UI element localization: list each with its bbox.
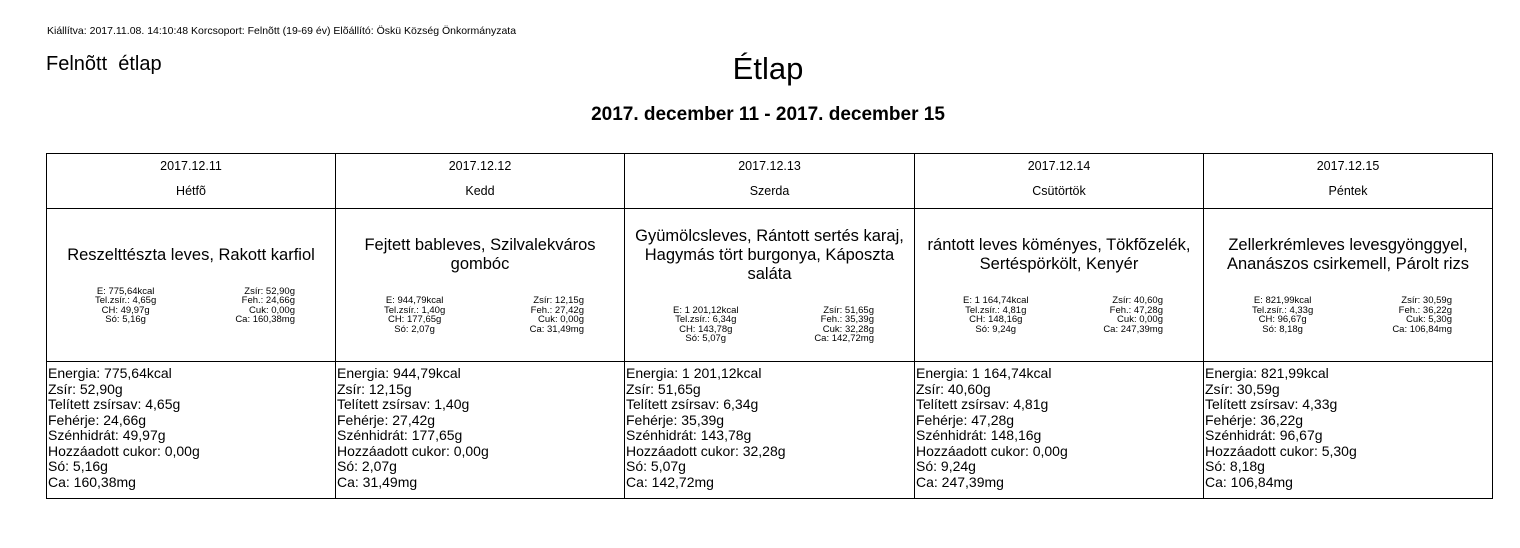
calcium-detail: Ca: 160,38mg bbox=[48, 473, 136, 490]
day-header-row bbox=[47, 154, 1493, 209]
day-name: Kedd bbox=[465, 184, 495, 198]
day-header-thursday bbox=[915, 154, 1204, 209]
meal-name: rántott leves köményes, Tökfõzelék, Sertéspörkölt, Kenyér bbox=[927, 236, 1191, 273]
salt-short: Só: 2,07g bbox=[394, 323, 435, 335]
weekly-menu-table bbox=[46, 153, 1493, 499]
day-header-wednesday bbox=[625, 154, 915, 209]
fat-short: Zsír: 12,15g bbox=[533, 295, 584, 306]
protein-detail: Fehérje: 27,42g bbox=[337, 411, 436, 428]
nutrition-summary bbox=[342, 296, 618, 334]
fat-short: Zsír: 52,90g bbox=[244, 285, 295, 297]
issue-info-line: Kiállítva: 2017.11.08. 14:10:48 Korcsoport: Felnõtt (19-69 év) Elõállító: Öskü Község Önkormányzata bbox=[47, 25, 517, 37]
nutrition-detail-tuesday bbox=[336, 362, 625, 499]
protein-detail: Fehérje: 35,39g bbox=[626, 411, 725, 428]
nutrition-detail-wednesday bbox=[625, 362, 915, 499]
protein-detail: Fehérje: 47,28g bbox=[916, 411, 1015, 428]
energy-detail: Energia: 821,99kcal bbox=[1205, 365, 1329, 381]
sat-fat-short: Tel.zsír.: 4,65g bbox=[95, 295, 157, 306]
fat-detail: Zsír: 52,90g bbox=[48, 380, 123, 397]
meal-cell-tuesday bbox=[336, 209, 625, 362]
energy-detail: Energia: 1 164,74kcal bbox=[916, 365, 1052, 381]
sat-fat-short: Tel.zsír.: 4,81g bbox=[965, 304, 1027, 316]
sat-fat-short: Tel.zsír.: 4,33g bbox=[1252, 304, 1314, 316]
fat-short: Zsír: 51,65g bbox=[823, 304, 874, 316]
sugar-short: Cuk: 0,00g bbox=[538, 314, 584, 325]
menu-type-title: Felnõtt étlap bbox=[46, 53, 162, 75]
salt-detail: Só: 9,24g bbox=[916, 458, 976, 474]
fat-detail: Zsír: 12,15g bbox=[337, 380, 412, 397]
day-date: 2017.12.11 bbox=[160, 159, 222, 173]
day-name: Péntek bbox=[1328, 184, 1368, 198]
meal-name: Zellerkrémleves levesgyönggyel, Ananászos csirkemell, Párolt rizs bbox=[1226, 236, 1470, 273]
salt-short: Só: 8,18g bbox=[1262, 323, 1303, 335]
day-header-monday bbox=[47, 154, 336, 209]
salt-detail: Só: 5,07g bbox=[626, 458, 686, 474]
protein-short: Feh.: 36,22g bbox=[1398, 304, 1452, 316]
day-date: 2017.12.14 bbox=[1027, 159, 1091, 173]
protein-short: Feh.: 47,28g bbox=[1109, 304, 1163, 316]
salt-detail: Só: 2,07g bbox=[337, 458, 397, 474]
sat-fat-short: Tel.zsír.: 6,34g bbox=[675, 314, 737, 325]
date-range-subtitle: 2017. december 11 - 2017. december 15 bbox=[591, 104, 945, 125]
protein-detail: Fehérje: 24,66g bbox=[48, 411, 147, 428]
sat-fat-detail: Telített zsírsav: 6,34g bbox=[626, 396, 759, 412]
meal-name: Fejtett bableves, Szilvalekváros gombóc bbox=[364, 236, 596, 273]
carb-detail: Szénhidrát: 177,65g bbox=[337, 427, 463, 443]
day-name: Csütörtök bbox=[1032, 184, 1086, 198]
day-header-tuesday bbox=[336, 154, 625, 209]
calcium-short: Ca: 247,39mg bbox=[1103, 323, 1163, 335]
carb-detail: Szénhidrát: 49,97g bbox=[48, 427, 166, 443]
meal-cell-friday bbox=[1204, 209, 1493, 362]
salt-detail: Só: 8,18g bbox=[1205, 458, 1265, 474]
sugar-short: Cuk: 32,28g bbox=[822, 323, 874, 335]
day-date: 2017.12.12 bbox=[448, 159, 512, 173]
carb-short: CH: 49,97g bbox=[101, 304, 150, 316]
energy-short: E: 1 201,12kcal bbox=[673, 304, 739, 316]
nutrition-detail-monday bbox=[47, 362, 336, 499]
meal-cell-wednesday bbox=[625, 209, 915, 362]
meal-row bbox=[47, 209, 1493, 362]
energy-short: E: 821,99kcal bbox=[1253, 295, 1312, 306]
sat-fat-detail: Telített zsírsav: 4,65g bbox=[48, 396, 181, 412]
sat-fat-detail: Telített zsírsav: 4,33g bbox=[1205, 396, 1338, 412]
energy-short: E: 775,64kcal bbox=[96, 285, 155, 297]
calcium-short: Ca: 31,49mg bbox=[529, 323, 584, 335]
salt-short: Só: 9,24g bbox=[975, 323, 1017, 335]
nutrition-summary bbox=[1210, 296, 1486, 334]
carb-short: CH: 177,65g bbox=[387, 314, 442, 325]
carb-detail: Szénhidrát: 148,16g bbox=[916, 427, 1042, 443]
fat-detail: Zsír: 30,59g bbox=[1205, 380, 1280, 397]
calcium-short: Ca: 106,84mg bbox=[1392, 323, 1452, 335]
salt-short: Só: 5,07g bbox=[685, 333, 727, 344]
protein-short: Feh.: 35,39g bbox=[820, 314, 874, 325]
sugar-detail: Hozzáadott cukor: 0,00g bbox=[48, 442, 200, 459]
carb-short: CH: 96,67g bbox=[1258, 314, 1307, 325]
calcium-short: Ca: 160,38mg bbox=[235, 314, 295, 325]
sugar-detail: Hozzáadott cukor: 5,30g bbox=[1205, 442, 1357, 459]
calcium-short: Ca: 142,72mg bbox=[814, 333, 874, 344]
salt-short: Só: 5,16g bbox=[105, 314, 146, 325]
carb-short: CH: 143,78g bbox=[679, 323, 733, 335]
energy-detail: Energia: 775,64kcal bbox=[48, 365, 172, 381]
sugar-short: Cuk: 0,00g bbox=[1117, 314, 1163, 325]
sugar-short: Cuk: 0,00g bbox=[249, 304, 295, 316]
nutrition-summary bbox=[921, 296, 1197, 334]
carb-short: CH: 148,16g bbox=[969, 314, 1023, 325]
fat-short: Zsír: 40,60g bbox=[1112, 295, 1163, 306]
sugar-detail: Hozzáadott cukor: 0,00g bbox=[916, 442, 1068, 459]
energy-short: E: 944,79kcal bbox=[385, 295, 444, 306]
protein-short: Feh.: 27,42g bbox=[530, 304, 584, 316]
fat-detail: Zsír: 40,60g bbox=[916, 380, 991, 397]
meal-cell-monday bbox=[47, 209, 336, 362]
calcium-detail: Ca: 247,39mg bbox=[916, 473, 1004, 490]
day-date: 2017.12.15 bbox=[1316, 159, 1380, 173]
sat-fat-detail: Telített zsírsav: 4,81g bbox=[916, 396, 1049, 412]
nutrition-detail-friday bbox=[1204, 362, 1493, 499]
carb-detail: Szénhidrát: 96,67g bbox=[1205, 427, 1323, 443]
fat-short: Zsír: 30,59g bbox=[1401, 295, 1452, 306]
sat-fat-detail: Telített zsírsav: 1,40g bbox=[337, 396, 470, 412]
sugar-detail: Hozzáadott cukor: 32,28g bbox=[626, 442, 786, 459]
nutrition-detail-row bbox=[47, 362, 1493, 499]
protein-short: Feh.: 24,66g bbox=[241, 295, 295, 306]
energy-detail: Energia: 944,79kcal bbox=[337, 365, 461, 381]
sat-fat-short: Tel.zsír.: 1,40g bbox=[384, 304, 446, 316]
calcium-detail: Ca: 142,72mg bbox=[626, 473, 714, 490]
meal-cell-thursday bbox=[915, 209, 1204, 362]
carb-detail: Szénhidrát: 143,78g bbox=[626, 427, 752, 443]
nutrition-detail-thursday bbox=[915, 362, 1204, 499]
nutrition-summary bbox=[53, 287, 329, 325]
day-header-friday bbox=[1204, 154, 1493, 209]
sugar-detail: Hozzáadott cukor: 0,00g bbox=[337, 442, 489, 459]
day-name: Szerda bbox=[749, 184, 790, 198]
day-date: 2017.12.13 bbox=[738, 159, 801, 173]
fat-detail: Zsír: 51,65g bbox=[626, 380, 701, 397]
salt-detail: Só: 5,16g bbox=[48, 458, 108, 474]
calcium-detail: Ca: 106,84mg bbox=[1205, 473, 1293, 490]
protein-detail: Fehérje: 36,22g bbox=[1205, 411, 1304, 428]
day-name: Hétfõ bbox=[176, 184, 206, 198]
sugar-short: Cuk: 5,30g bbox=[1406, 314, 1452, 325]
energy-short: E: 1 164,74kcal bbox=[963, 295, 1029, 306]
meal-name: Gyümölcsleves, Rántott sertés karaj, Hagymás tört burgonya, Káposzta saláta bbox=[635, 226, 904, 283]
page-title: Étlap bbox=[732, 51, 804, 86]
nutrition-summary bbox=[631, 306, 908, 344]
energy-detail: Energia: 1 201,12kcal bbox=[626, 365, 762, 381]
meal-name: Reszelttészta leves, Rakott karfiol bbox=[67, 245, 315, 264]
calcium-detail: Ca: 31,49mg bbox=[337, 473, 418, 490]
